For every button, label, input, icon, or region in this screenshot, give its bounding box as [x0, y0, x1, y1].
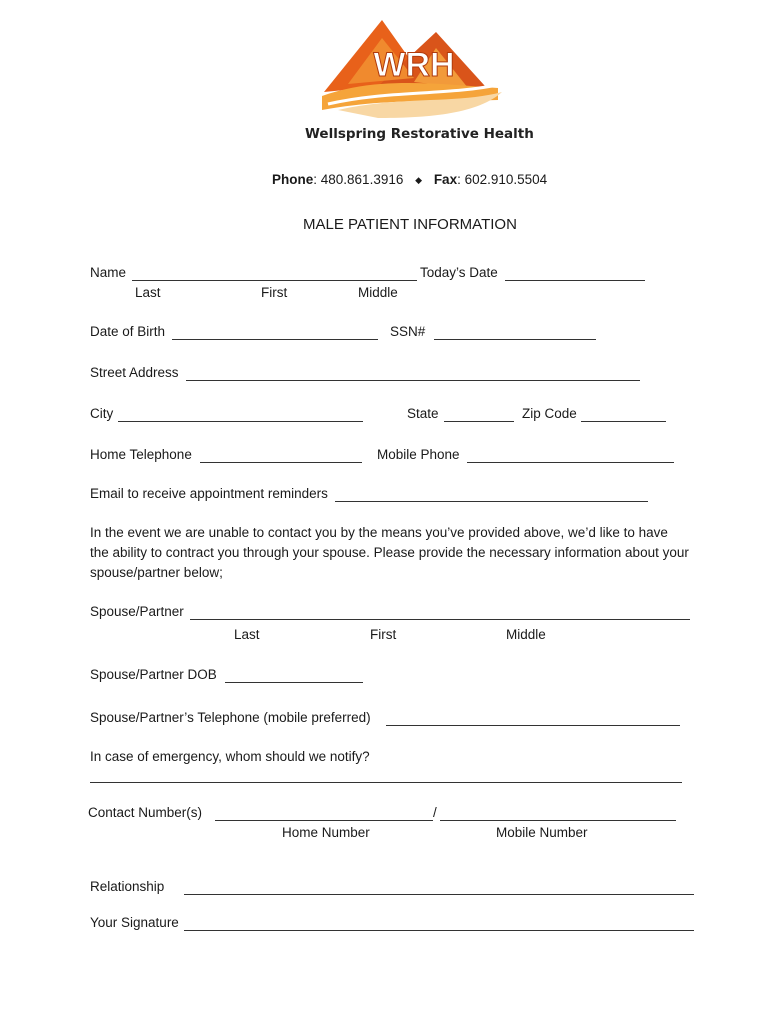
home-phone-field[interactable] — [200, 462, 362, 463]
dob-label: Date of Birth — [90, 324, 166, 339]
wrh-logo — [318, 18, 504, 124]
state-field[interactable] — [444, 421, 514, 422]
name-sub-last: Last — [135, 285, 161, 300]
ssn-label: SSN# — [390, 324, 426, 339]
spouse-partner-label: Spouse/Partner — [90, 604, 184, 619]
contact-line — [272, 173, 547, 187]
spouse-dob-field[interactable] — [225, 682, 363, 683]
street-field[interactable] — [186, 380, 640, 381]
spouse-telephone-label: Spouse/Partner’s Telephone (mobile preferred) — [90, 710, 371, 725]
state-label: State — [407, 406, 439, 421]
city-label: City — [90, 406, 114, 421]
phone-value: : 480.861.3916 — [313, 172, 404, 187]
contact-slash: / — [433, 805, 437, 820]
spouse-sub-first: First — [370, 627, 397, 642]
spouse-telephone-field[interactable] — [386, 725, 680, 726]
spouse-sub-middle: Middle — [506, 627, 546, 642]
mobile-phone-field[interactable] — [467, 462, 674, 463]
separator-icon: ◆ — [415, 175, 423, 185]
home-number-label: Home Number — [282, 825, 370, 840]
form-title: MALE PATIENT INFORMATION — [303, 216, 517, 233]
todays-date-field[interactable] — [505, 280, 645, 281]
contact-home-number-field[interactable] — [215, 820, 433, 821]
emergency-question: In case of emergency, whom should we notify? — [90, 749, 370, 764]
email-field[interactable] — [335, 501, 648, 502]
spouse-instructions: In the event we are unable to contact you by the means you’ve provided above, we’d like to have the ability to contract you through your spouse. Please provide the necessary information about your spouse/partner below; — [90, 525, 689, 580]
contact-numbers-label: Contact Number(s) — [88, 805, 203, 820]
mobile-phone-label: Mobile Phone — [377, 447, 460, 462]
relationship-field[interactable] — [184, 894, 694, 895]
practice-name: Wellspring Restorative Health — [305, 126, 534, 142]
emergency-name-field[interactable] — [90, 782, 682, 783]
name-sub-first: First — [261, 285, 288, 300]
home-phone-label: Home Telephone — [90, 447, 192, 462]
phone-label: Phone — [272, 172, 314, 187]
street-label: Street Address — [90, 365, 179, 380]
email-label: Email to receive appointment reminders — [90, 486, 328, 501]
name-label: Name — [90, 265, 127, 280]
mobile-number-label: Mobile Number — [496, 825, 588, 840]
zip-label: Zip Code — [522, 406, 577, 421]
contact-mobile-number-field[interactable] — [440, 820, 676, 821]
signature-label: Your Signature — [90, 915, 179, 930]
zip-field[interactable] — [581, 421, 666, 422]
fax-label: Fax — [433, 172, 458, 187]
logo-text: WRH — [373, 46, 455, 84]
dob-field[interactable] — [172, 339, 378, 340]
relationship-label: Relationship — [90, 879, 165, 894]
city-field[interactable] — [118, 421, 363, 422]
fax-value: : 602.910.5504 — [457, 172, 548, 187]
name-sub-middle: Middle — [358, 285, 398, 300]
todays-date-label: Today’s Date — [420, 265, 498, 280]
spouse-partner-field[interactable] — [190, 619, 690, 620]
ssn-field[interactable] — [434, 339, 596, 340]
name-field[interactable] — [132, 280, 417, 281]
signature-field[interactable] — [184, 930, 694, 931]
spouse-dob-label: Spouse/Partner DOB — [90, 667, 217, 682]
spouse-sub-last: Last — [234, 627, 260, 642]
